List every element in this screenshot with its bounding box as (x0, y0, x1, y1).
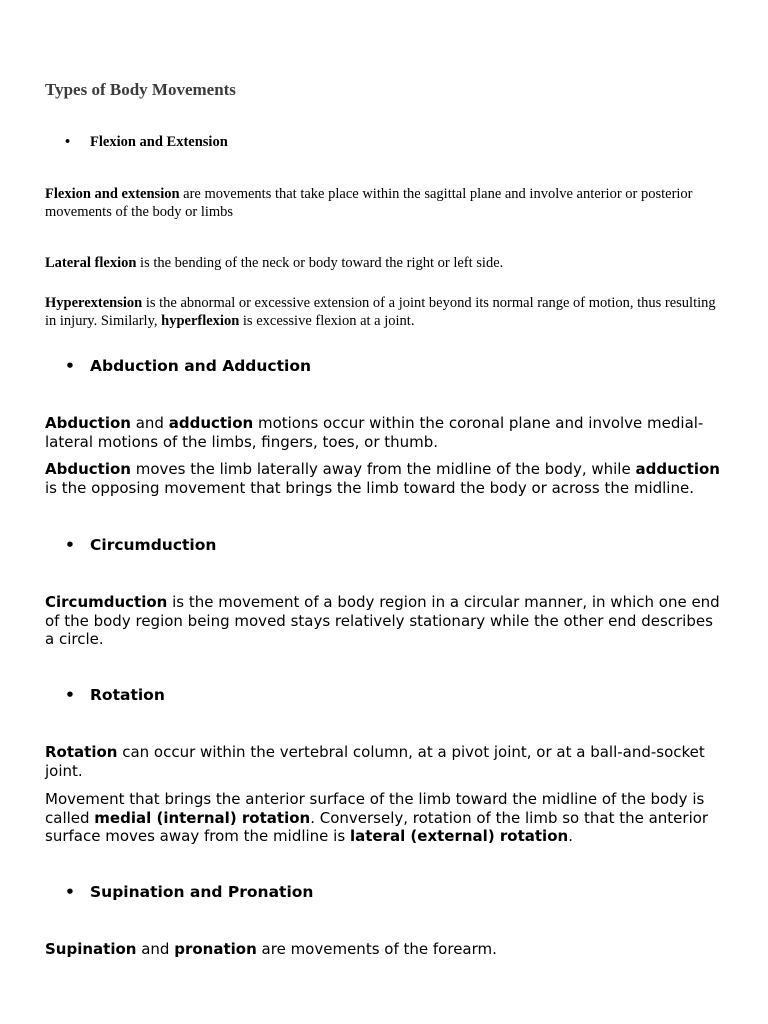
paragraph-text: is the bending of the neck or body toward the right or left side. (136, 255, 504, 271)
paragraph-text: are movements of the forearm. (256, 940, 497, 958)
paragraph-text: and (130, 414, 169, 432)
paragraph-text: is the abnormal or excessive extension of a joint beyond its normal range of motion, thus resulting in injury. Similarly, (45, 295, 716, 329)
bullet-heading-label: Abduction and Adduction (90, 357, 312, 375)
bullet-heading-label: Flexion and Extension (90, 134, 228, 150)
bold-term: Circumduction (45, 593, 168, 611)
bold-term: pronation (174, 940, 257, 958)
paragraph-text: . Conversely, rotation of the limb so that the anterior surface moves away from the midline is (45, 808, 709, 845)
bullet-heading-label: Rotation (90, 686, 165, 704)
bullet-icon: • (65, 883, 75, 901)
paragraph-text: and (136, 940, 175, 958)
bold-term: adduction (168, 414, 254, 432)
paragraph-text: are movements that take place within the sagittal plane and involve anterior or posterior movements of the body or limbs (45, 186, 693, 220)
bold-term: Abduction (45, 414, 131, 432)
paragraph-abduction-definition (45, 414, 725, 451)
paragraph-hyperextension (45, 294, 725, 330)
bullet-heading-label: Circumduction (90, 536, 217, 554)
paragraph-text: motions occur within the coronal plane and involve medial-lateral motions of the limbs, fingers, toes, or thumb. (45, 414, 704, 451)
page-title: Types of Body Movements (45, 80, 236, 99)
bold-term: Rotation (45, 743, 118, 761)
paragraph-lateral-flexion (45, 254, 725, 272)
bold-term: medial (internal) rotation (94, 808, 311, 827)
bold-term: adduction (635, 460, 720, 478)
bold-term: Abduction (45, 460, 131, 478)
paragraph-supination (45, 940, 725, 959)
paragraph-rotation-definition (45, 743, 725, 780)
paragraph-text: is the movement of a body region in a circular manner, in which one end of the body region being moved stays relatively stationary while the other end describes a circle. (45, 593, 720, 648)
paragraph-text: Movement that brings the anterior surface of the limb toward the midline of the body is called (45, 790, 705, 827)
paragraph-text: moves the limb laterally away from the midline of the body, while (130, 460, 636, 478)
bold-term: Hyperextension (45, 295, 143, 311)
bold-term: lateral (external) rotation (349, 827, 569, 845)
paragraph-circumduction (45, 593, 725, 649)
paragraph-text: . (568, 827, 573, 845)
paragraph-flexion-definition (45, 185, 725, 221)
bullet-icon: • (65, 134, 71, 150)
bold-term: hyperflexion (161, 313, 240, 329)
bold-term: Lateral flexion (45, 255, 137, 271)
paragraph-abduction-detail (45, 460, 725, 497)
bullet-icon: • (65, 536, 75, 554)
bold-term: Flexion and extension (45, 186, 180, 202)
bold-term: Supination (45, 940, 137, 958)
bullet-icon: • (65, 357, 75, 375)
bullet-icon: • (65, 686, 75, 704)
paragraph-text: is the opposing movement that brings the limb toward the body or across the midline. (45, 478, 694, 497)
paragraph-text: can occur within the vertebral column, at a pivot joint, or at a ball-and-socket joint. (45, 743, 705, 780)
bullet-heading-label: Supination and Pronation (90, 883, 314, 901)
paragraph-text: is excessive flexion at a joint. (239, 313, 415, 329)
paragraph-rotation-detail (45, 790, 725, 846)
